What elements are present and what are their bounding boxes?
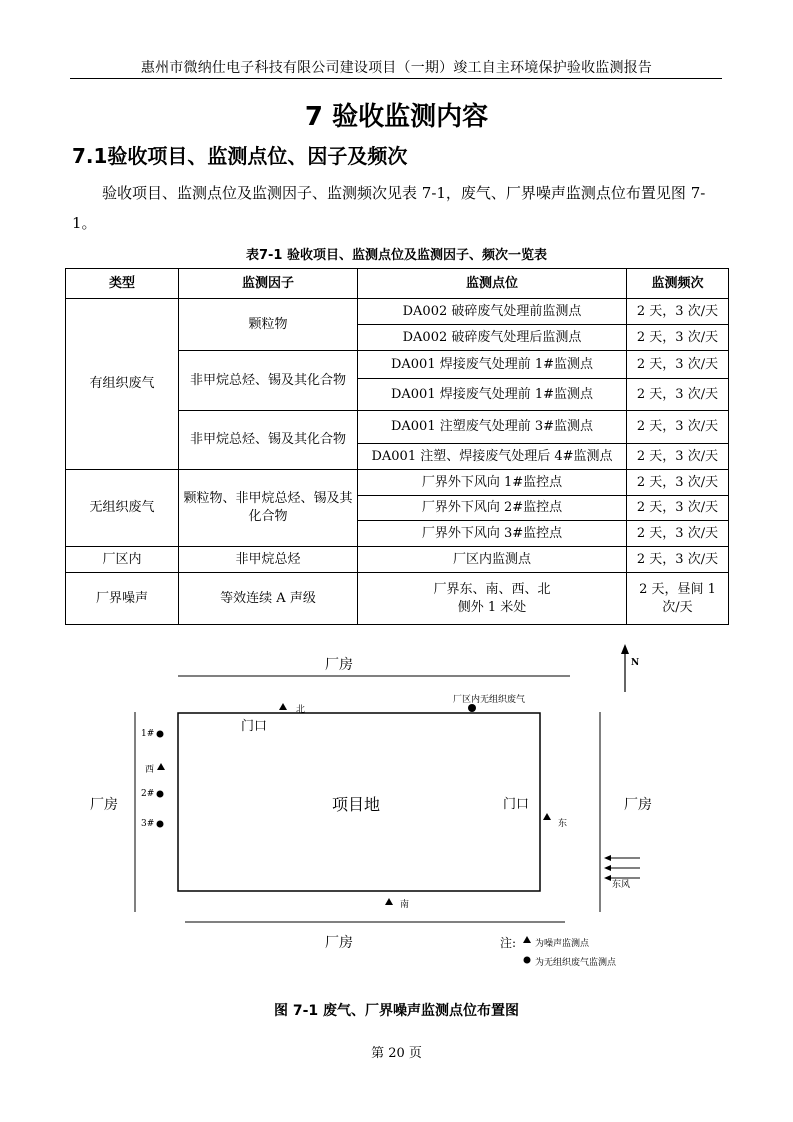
- point-cell: 厂界外下风向 3#监控点: [358, 521, 627, 547]
- point-cell: DA001 注塑、焊接废气处理后 4#监测点: [358, 444, 627, 470]
- noise-point-west: [157, 763, 165, 770]
- frequency-line: 2 天，昼间 1: [639, 581, 716, 597]
- point-cell: DA001 注塑废气处理前 3#监测点: [358, 411, 627, 444]
- point-cell: 厂界外下风向 2#监控点: [358, 496, 627, 521]
- factor-cell: 等效连续 A 声级: [179, 573, 358, 625]
- chapter-title: 7 验收监测内容: [304, 102, 489, 132]
- intro-paragraph: 验收项目、监测点位及监测因子、监测频次见表 7-1，废气、厂界噪声监测点位布置见图 7-1。: [72, 184, 706, 232]
- header-frequency: 监测频次: [627, 269, 729, 299]
- page-number: 第 20 页: [371, 1046, 422, 1061]
- figure-caption: 图 7-1 废气、厂界噪声监测点位布置图: [273, 1003, 520, 1019]
- monitoring-table: [65, 268, 729, 625]
- label-note: 注:: [500, 936, 517, 950]
- factor-cell: 颗粒物、非甲烷总烃、锡及其化合物: [179, 470, 358, 547]
- type-cell: 厂界噪声: [66, 573, 179, 625]
- table-header-row: [66, 269, 729, 299]
- noise-point-south: [385, 898, 393, 905]
- label-plant-inner: 厂区内无组织废气: [453, 695, 526, 705]
- label-pt-south: 南: [400, 900, 410, 910]
- factor-cell: 颗粒物: [179, 299, 358, 351]
- table-row: [66, 299, 729, 325]
- factor-cell: 非甲烷总烃、锡及其化合物: [179, 351, 358, 411]
- table-row: [66, 547, 729, 573]
- label-factory-right: 厂房: [624, 797, 652, 813]
- label-pt-2: 2#: [141, 789, 155, 799]
- point-cell: DA001 焊接废气处理前 1#监测点: [358, 351, 627, 379]
- frequency-cell: 2 天，3 次/天: [627, 325, 729, 351]
- layout-figure: [0, 640, 793, 980]
- point-cell: DA001 焊接废气处理前 1#监测点: [358, 379, 627, 411]
- frequency-cell: 2 天，3 次/天: [627, 411, 729, 444]
- gas-point-2: [157, 791, 164, 798]
- frequency-cell: 2 天，3 次/天: [627, 496, 729, 521]
- label-legend-noise: 为噪声监测点: [535, 939, 590, 949]
- gas-point-plant: [468, 704, 476, 712]
- type-cell: 无组织废气: [66, 470, 179, 547]
- label-gate-right: 门口: [503, 797, 530, 812]
- table-row: [66, 470, 729, 496]
- label-pt-east: 东: [558, 819, 568, 829]
- label-pt-west: 西: [145, 765, 155, 775]
- label-north-mark: N: [631, 658, 640, 668]
- legend-noise-symbol: [523, 936, 531, 943]
- north-arrow-head: [621, 644, 629, 654]
- point-cell: DA002 破碎废气处理前监测点: [358, 299, 627, 325]
- label-pt-3: 3#: [141, 819, 155, 829]
- point-line: 厂界东、南、西、北: [433, 581, 551, 597]
- frequency-cell: 2 天，3 次/天: [627, 547, 729, 573]
- frequency-line: 次/天: [662, 599, 693, 615]
- header-factor: 监测因子: [179, 269, 358, 299]
- factor-cell: 非甲烷总烃: [179, 547, 358, 573]
- table-row: [66, 573, 729, 625]
- label-factory-top: 厂房: [325, 657, 353, 673]
- factor-cell: 非甲烷总烃、锡及其化合物: [179, 411, 358, 470]
- section-title: 7.1验收项目、监测点位、因子及频次: [72, 144, 408, 168]
- point-cell: DA002 破碎废气处理后监测点: [358, 325, 627, 351]
- gas-point-3: [157, 821, 164, 828]
- frequency-cell: 2 天，3 次/天: [627, 444, 729, 470]
- frequency-cell: 2 天，3 次/天: [627, 521, 729, 547]
- label-legend-gas: 为无组织废气监测点: [535, 958, 617, 968]
- type-cell: 厂区内: [66, 547, 179, 573]
- frequency-cell: 2 天，3 次/天: [627, 299, 729, 325]
- layout-diagram-lines: [0, 640, 793, 980]
- frequency-cell: 2 天，3 次/天: [627, 470, 729, 496]
- noise-point-east: [543, 813, 551, 820]
- label-pt-1: 1#: [141, 729, 155, 739]
- frequency-cell: 2 天，3 次/天: [627, 379, 729, 411]
- noise-point-north: [279, 703, 287, 710]
- point-cell: 厂界外下风向 1#监控点: [358, 470, 627, 496]
- point-cell: 厂区内监测点: [358, 547, 627, 573]
- label-wind: 东风: [612, 880, 631, 890]
- header-rule: [70, 78, 722, 79]
- point-line: 侧外 1 米处: [457, 599, 527, 615]
- label-site: 项目地: [332, 795, 381, 814]
- running-header: 惠州市微纳仕电子科技有限公司建设项目（一期）竣工自主环境保护验收监测报告: [140, 60, 653, 76]
- legend-gas-symbol: [524, 957, 531, 964]
- frequency-cell: [627, 573, 729, 625]
- label-pt-north: 北: [296, 705, 306, 715]
- header-type: 类型: [66, 269, 179, 299]
- table-caption: 表7-1 验收项目、监测点位及监测因子、频次一览表: [245, 248, 547, 263]
- point-cell: [358, 573, 627, 625]
- label-factory-bottom: 厂房: [325, 935, 353, 951]
- gas-point-1: [157, 731, 164, 738]
- label-gate-top: 门口: [241, 719, 268, 734]
- type-cell: 有组织废气: [66, 299, 179, 470]
- frequency-cell: 2 天，3 次/天: [627, 351, 729, 379]
- header-point: 监测点位: [358, 269, 627, 299]
- label-factory-left: 厂房: [90, 797, 118, 813]
